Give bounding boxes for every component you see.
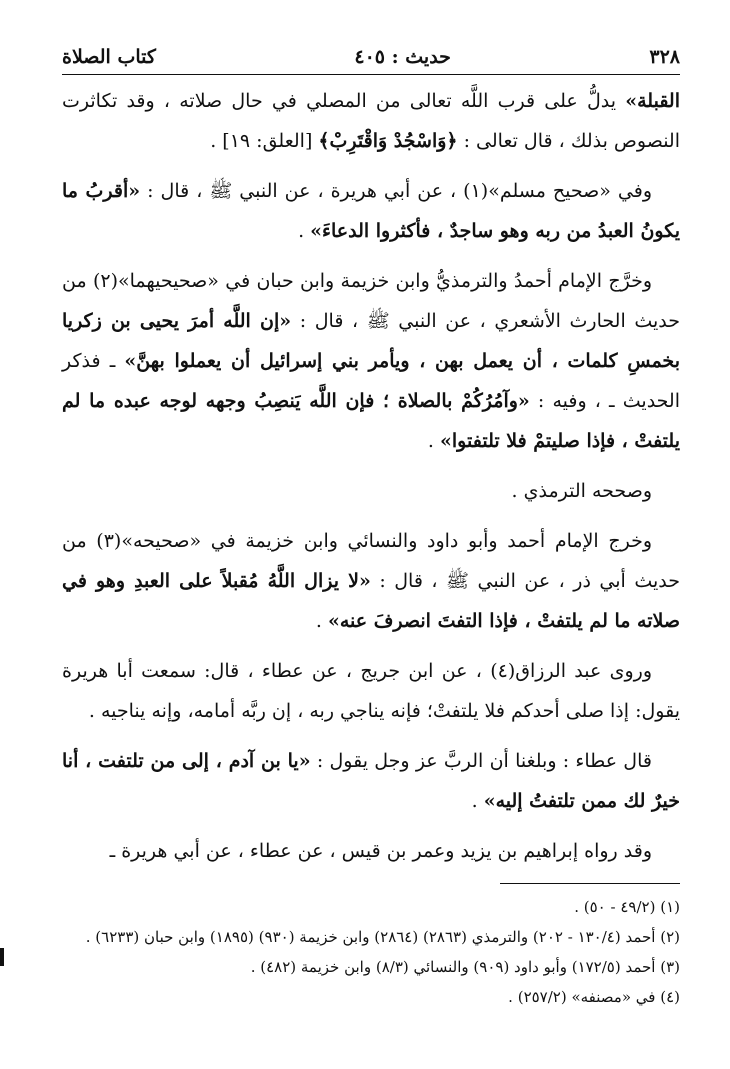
text-segment: . (298, 220, 311, 242)
text-segment: القبلة» (625, 90, 680, 112)
book-title: كتاب الصلاة (62, 46, 156, 68)
hadith-number: حديث : ٤٠٥ (354, 46, 451, 68)
text-segment: . (427, 430, 441, 452)
page-number: ٣٢٨ (649, 46, 680, 68)
text-segment: قال عطاء : وبلغنا أن الربَّ عز وجل يقول : (310, 750, 652, 772)
paragraph (62, 171, 680, 251)
text-segment: . (471, 790, 484, 812)
paragraph (62, 741, 680, 821)
paragraph (62, 651, 680, 731)
hadith-quote: «لا يزال اللَّهُ مُقبلاً على العبدِ وهو في صلاته ما لم يلتفتْ ، فإذا التفتَ انصرفَ عنه» (62, 570, 680, 632)
text-segment: [العلق: ١٩] . (210, 130, 319, 152)
hadith-quote: «إن اللَّه أمرَ يحيى بن زكريا بخمسِ كلمات ، أن يعمل بهن ، ويأمر بني إسرائيل أن يعملوا بهنَّ» (62, 310, 680, 372)
paragraph (62, 81, 680, 161)
footnote: (٣) أحمد (١٧٢/٥) وأبو داود (٩٠٩) والنسائي (٨/٣) وابن خزيمة (٤٨٢) . (250, 958, 680, 976)
text-segment: وفي «صحيح مسلم»(١) ، عن أبي هريرة ، عن النبي ﷺ ، قال : (140, 180, 653, 202)
footnotes (62, 892, 680, 1012)
main-text (62, 81, 680, 871)
footnote: (٢) أحمد (١٣٠/٤ - ٢٠٢) والترمذي (٢٨٦٣) (٢٨٦٤) وابن خزيمة (٩٣٠) (١٨٩٥) وابن حبان (٦٢٣٣) . (85, 928, 680, 946)
footnote: (٤) في «مصنفه» (٢٥٧/٢) . (508, 988, 680, 1006)
paragraph (62, 261, 680, 461)
hadith-quote: «وآمُرُكُمْ بالصلاة ؛ فإن اللَّه يَنصِبُ وجهه لوجه عبده ما لم يلتفتْ ، فإذا صليتمْ فلا تلتفتوا» (62, 390, 680, 452)
text-segment: وروى عبد الرزاق(٤) ، عن ابن جريج ، عن عطاء ، قال: سمعت أبا هريرة يقول: إذا صلى أحدكم فلا يلتفتْ؛ فإنه يناجي ربه ، إن ربَّه أمامه، وإنه يناجيه . (62, 660, 680, 722)
text-segment: يدلُّ على قرب اللَّه تعالى من المصلي في حال صلاته ، وقد تكاثرت النصوص بذلك ، قال تعالى : (62, 90, 680, 152)
paragraph (62, 521, 680, 641)
footnote: (١) (٤٩/٢ - ٥٠) . (574, 898, 680, 916)
paragraph (62, 831, 680, 871)
page-header (62, 40, 680, 75)
text-segment: وخرَّج الإمام أحمدُ والترمذيُّ وابن خزيمة وابن حبان في «صحيحيهما»(٢) من حديث الحارث الأشعري ، عن النبي ﷺ ، قال : (62, 270, 680, 332)
book-page (62, 40, 680, 1012)
footnote-separator (500, 883, 680, 884)
text-segment: وقد رواه إبراهيم بن يزيد وعمر بن قيس ، عن عطاء ، عن أبي هريرة ـ (109, 840, 652, 862)
quran-quote: ﴿وَاسْجُدْ وَاقْتَرِبْ﴾ (318, 130, 458, 152)
paragraph (62, 471, 680, 511)
text-segment: . (315, 610, 328, 632)
hadith-quote: «أقربُ ما يكونُ العبدُ من ربه وهو ساجدٌ ، فأكثروا الدعاءَ» (62, 180, 680, 242)
text-segment: وصححه الترمذي . (511, 480, 652, 502)
scan-edge-mark (0, 948, 4, 966)
text-segment: وخرج الإمام أحمد وأبو داود والنسائي وابن خزيمة في «صحيحه»(٣) من حديث أبي ذر ، عن النبي ﷺ ، قال : (62, 530, 680, 592)
text-segment: ـ فذكر الحديث ـ ، وفيه : (62, 350, 681, 412)
hadith-quote: «يا بن آدم ، إلى من تلتفت ، أنا خيرٌ لك ممن تلتفتُ إليه» (62, 750, 680, 812)
